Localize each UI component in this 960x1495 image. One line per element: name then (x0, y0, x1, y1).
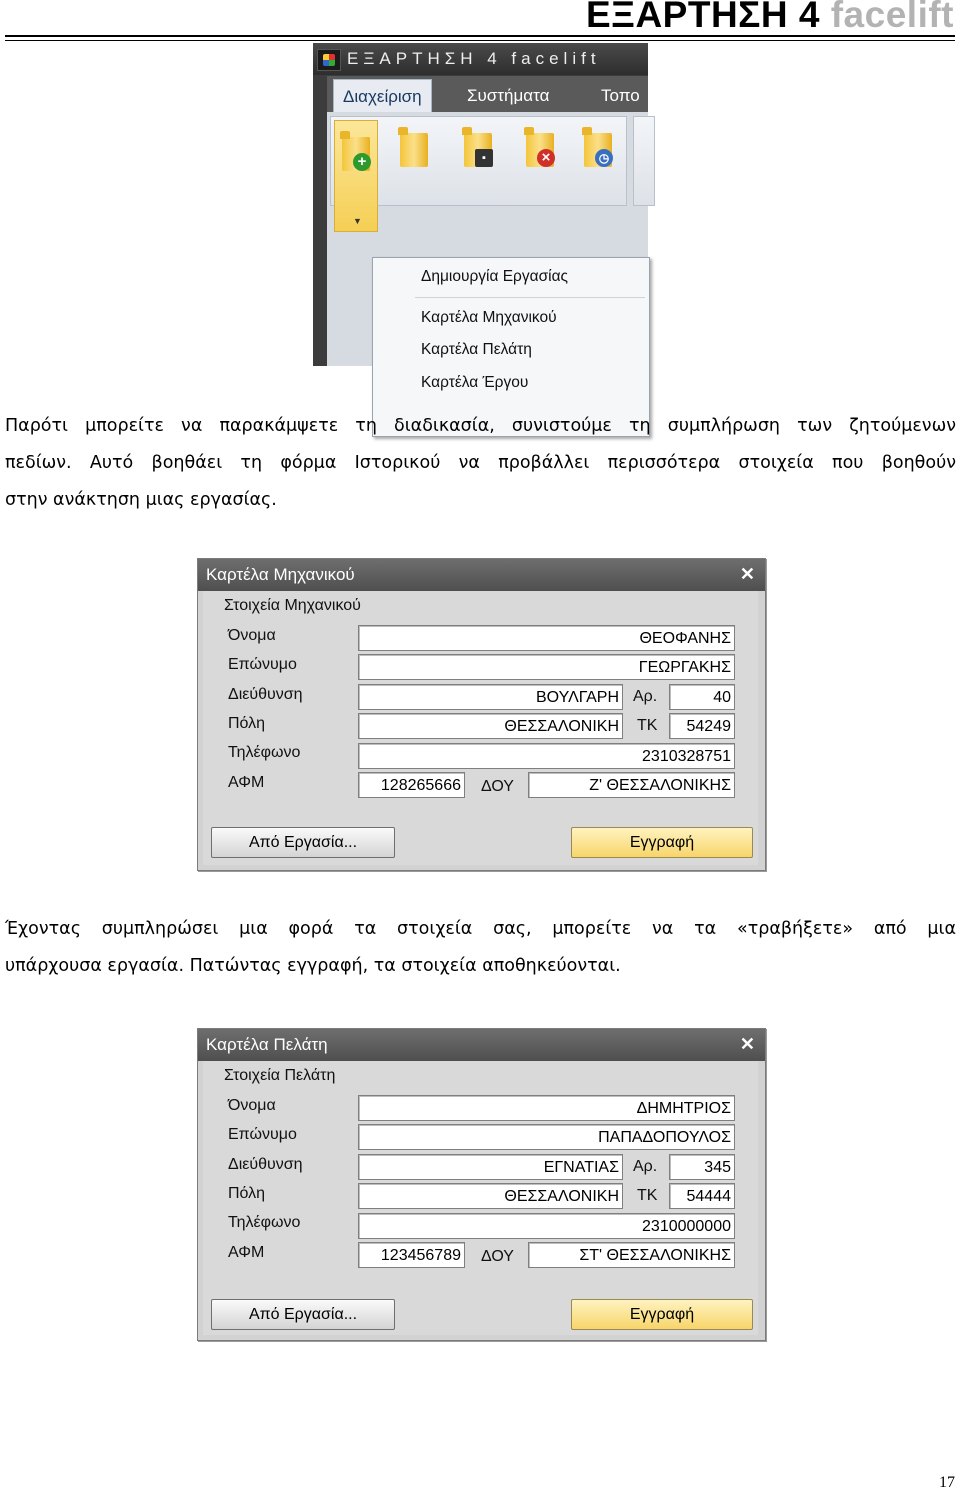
paragraph-1-line-2: πεδίων. Αυτό βοηθάει τη φόρμα Ιστορικού να προβάλλει περισσότερα στοιχεία που βοηθούν (5, 453, 956, 473)
ribbon-screenshot (313, 43, 648, 391)
ribbon-group-next (633, 116, 655, 206)
engineer-card-dialog (197, 558, 766, 871)
dialog-title-bar (198, 1029, 765, 1061)
number-field[interactable]: 40 (669, 684, 735, 710)
page-header-title (586, 0, 954, 36)
menu-item-project-card[interactable]: Καρτέλα Έργου (421, 374, 529, 391)
number-field[interactable]: 345 (669, 1154, 735, 1180)
label-name: Όνομα (228, 1097, 276, 1114)
dialog-body (203, 591, 758, 865)
folder-save-icon[interactable]: ▪ (461, 125, 495, 171)
menu-item-create-job[interactable]: Δημιουργία Εργασίας (421, 268, 569, 285)
afm-field[interactable]: 123456789 (358, 1242, 465, 1268)
ribbon-body (327, 112, 648, 391)
afm-field[interactable]: 128265666 (358, 772, 465, 798)
phone-field[interactable]: 2310328751 (358, 743, 735, 769)
close-icon[interactable]: ✕ (739, 564, 755, 584)
label-number: Αρ. (633, 1158, 658, 1175)
client-card-dialog (197, 1028, 766, 1341)
name-field[interactable]: ΘΕΟΦΑΝΗΣ (358, 625, 735, 651)
chevron-down-icon: ▼ (353, 216, 362, 226)
ribbon-title-bar (313, 43, 648, 75)
ribbon-window-title: ΕΞΑΡΤΗΣΗ 4 facelift (347, 49, 601, 68)
dialog-title: Καρτέλα Μηχανικού (206, 565, 355, 584)
folder-history-icon[interactable]: ◷ (581, 125, 615, 171)
menu-item-client-card[interactable]: Καρτέλα Πελάτη (421, 341, 532, 358)
paragraph-1-line-3: στην ανάκτηση μιας εργασίας. (5, 490, 277, 510)
label-afm: ΑΦΜ (228, 1244, 265, 1261)
app-logo-icon (317, 49, 341, 71)
header-rule-thin (5, 40, 955, 41)
paragraph-2-line-1: Έχοντας συμπληρώσει μια φορά τα στοιχεία σας, μπορείτε να τα «τραβήξετε» από μια (5, 919, 956, 939)
city-field[interactable]: ΘΕΣΣΑΛΟΝΙΚΗ (358, 713, 623, 739)
surname-field[interactable]: ΓΕΩΡΓΑΚΗΣ (358, 654, 735, 680)
label-address: Διεύθυνση (228, 686, 303, 703)
header-title-sub: facelift (830, 0, 954, 35)
label-number: Αρ. (633, 688, 658, 705)
dialog-body (203, 1061, 758, 1335)
label-postcode: ΤΚ (637, 1187, 658, 1204)
doy-field[interactable]: Ζ' ΘΕΣΣΑΛΟΝΙΚΗΣ (528, 772, 735, 798)
ribbon-tab-bar (327, 76, 648, 112)
tab-management[interactable]: Διαχείριση (333, 79, 432, 113)
phone-field[interactable]: 2310000000 (358, 1213, 735, 1239)
label-postcode: ΤΚ (637, 717, 658, 734)
tab-locations[interactable]: Τοπο (601, 86, 640, 105)
tab-systems[interactable]: Συστήματα (467, 86, 550, 105)
surname-field[interactable]: ΠΑΠΑΔΟΠΟΥΛΟΣ (358, 1124, 735, 1150)
paragraph-2 (5, 911, 956, 985)
label-doy: ΔΟΥ (481, 778, 514, 795)
label-address: Διεύθυνση (228, 1156, 303, 1173)
menu-separator (415, 297, 645, 298)
postcode-field[interactable]: 54444 (669, 1183, 735, 1209)
paragraph-1-line-1: Παρότι μπορείτε να παρακάμψετε τη διαδικασία, συνιστούμε τη συμπλήρωση των ζητούμενων (5, 416, 956, 436)
label-city: Πόλη (228, 715, 266, 732)
save-button[interactable]: Εγγραφή (571, 827, 753, 858)
dialog-title-bar (198, 559, 765, 591)
postcode-field[interactable]: 54249 (669, 713, 735, 739)
header-rule (5, 35, 955, 37)
label-doy: ΔΟΥ (481, 1248, 514, 1265)
ribbon-group-files (330, 116, 627, 226)
label-afm: ΑΦΜ (228, 774, 265, 791)
folder-open-icon[interactable] (397, 125, 431, 171)
paragraph-2-line-2: υπάρχουσα εργασία. Πατώντας εγγραφή, τα στοιχεία αποθηκεύονται. (5, 956, 621, 976)
label-surname: Επώνυμο (228, 1126, 297, 1143)
new-job-split-button[interactable] (334, 120, 378, 232)
name-field[interactable]: ΔΗΜΗΤΡΙΟΣ (358, 1095, 735, 1121)
label-phone: Τηλέφωνο (228, 744, 301, 761)
from-job-button[interactable]: Από Εργασία... (211, 827, 395, 858)
dialog-title: Καρτέλα Πελάτη (206, 1035, 328, 1054)
label-city: Πόλη (228, 1185, 266, 1202)
paragraph-1 (5, 408, 956, 519)
from-job-button[interactable]: Από Εργασία... (211, 1299, 395, 1330)
label-name: Όνομα (228, 627, 276, 644)
close-icon[interactable]: ✕ (739, 1034, 755, 1054)
menu-item-engineer-card[interactable]: Καρτέλα Μηχανικού (421, 309, 557, 326)
folder-add-icon: + (339, 129, 373, 175)
label-surname: Επώνυμο (228, 656, 297, 673)
header-title-main: ΕΞΑΡΤΗΣΗ 4 (585, 0, 820, 35)
save-button[interactable]: Εγγραφή (571, 1299, 753, 1330)
address-field[interactable]: ΒΟΥΛΓΑΡΗ (358, 684, 623, 710)
group-label: Στοιχεία Μηχανικού (224, 597, 361, 614)
doy-field[interactable]: ΣΤ' ΘΕΣΣΑΛΟΝΙΚΗΣ (528, 1242, 735, 1268)
label-phone: Τηλέφωνο (228, 1214, 301, 1231)
address-field[interactable]: ΕΓΝΑΤΙΑΣ (358, 1154, 623, 1180)
city-field[interactable]: ΘΕΣΣΑΛΟΝΙΚΗ (358, 1183, 623, 1209)
page-number: 17 (939, 1474, 955, 1491)
folder-delete-icon[interactable]: × (523, 125, 557, 171)
group-label: Στοιχεία Πελάτη (224, 1067, 336, 1084)
